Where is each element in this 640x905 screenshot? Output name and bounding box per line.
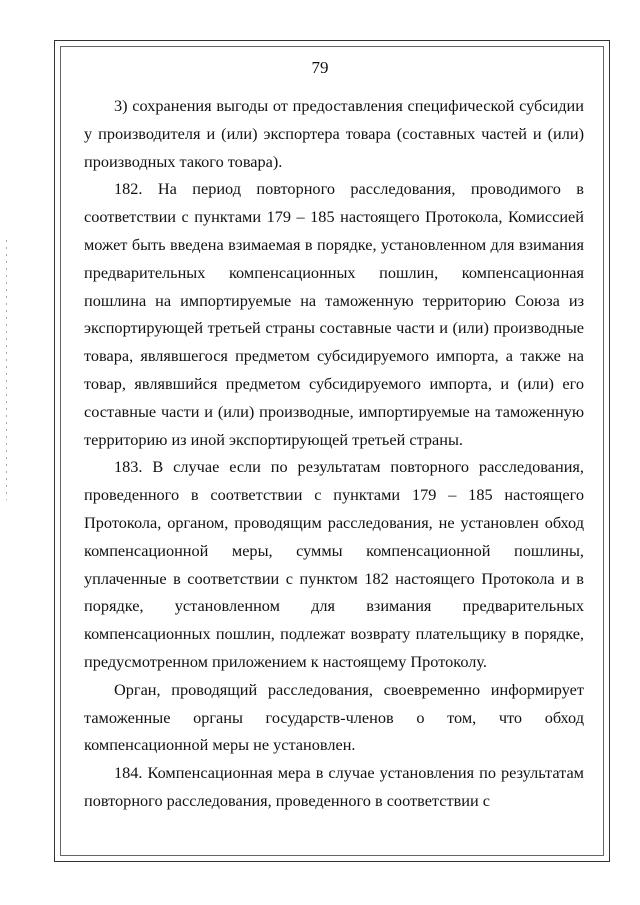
page-number: 79	[311, 58, 329, 77]
paragraph-183-continued: Орган, проводящий расследования, своевременно информирует таможенные органы государств-членов о том, что обход компенсационной меры не установлен.	[84, 679, 584, 755]
scan-edge-noise	[6, 240, 7, 500]
paragraph-182: 182. На период повторного расследования, проводимого в соответствии с пунктами 179 – 185 настоящего Протокола, Комиссией может быть введена взимаемая в порядке, установленном для взимания предварительных компенсационных пошлин, компенсационная пошлина на импортируемые на таможенную территорию Союза из экспортирующей третьей страны составные части и (или) производные товара, являвшегося предметом субсидируемого импорта, а также на товар, являвшийся предметом субсидируемого импорта, и (или) его составные части и (или) производные, импортируемые на таможенную территорию из иной экспортирующей третьей страны.	[84, 179, 584, 449]
paragraph-item-3: 3) сохранения выгоды от предоставления специфической субсидии у производителя и (или) экспортера товара (составных частей и (или) производных такого товара).	[84, 96, 584, 171]
paragraph-183: 183. В случае если по результатам повторного расследования, проведенного в соответствии с пунктами 179 – 185 настоящего Протокола, органом, проводящим расследования, не установлен обход компенсационной меры, суммы компенсационной пошлины, уплаченные в соответствии с пунктом 182 настоящего Протокола и в порядке, установленном для взимания предварительных компенсационных пошлин, подлежат возврату плательщику в порядке, предусмотренном приложением к настоящему Протоколу.	[84, 457, 584, 671]
paragraph-184: 184. Компенсационная мера в случае установления по результатам повторного расследования, проведенного в соответствии с	[84, 763, 584, 810]
document-body	[84, 92, 584, 815]
